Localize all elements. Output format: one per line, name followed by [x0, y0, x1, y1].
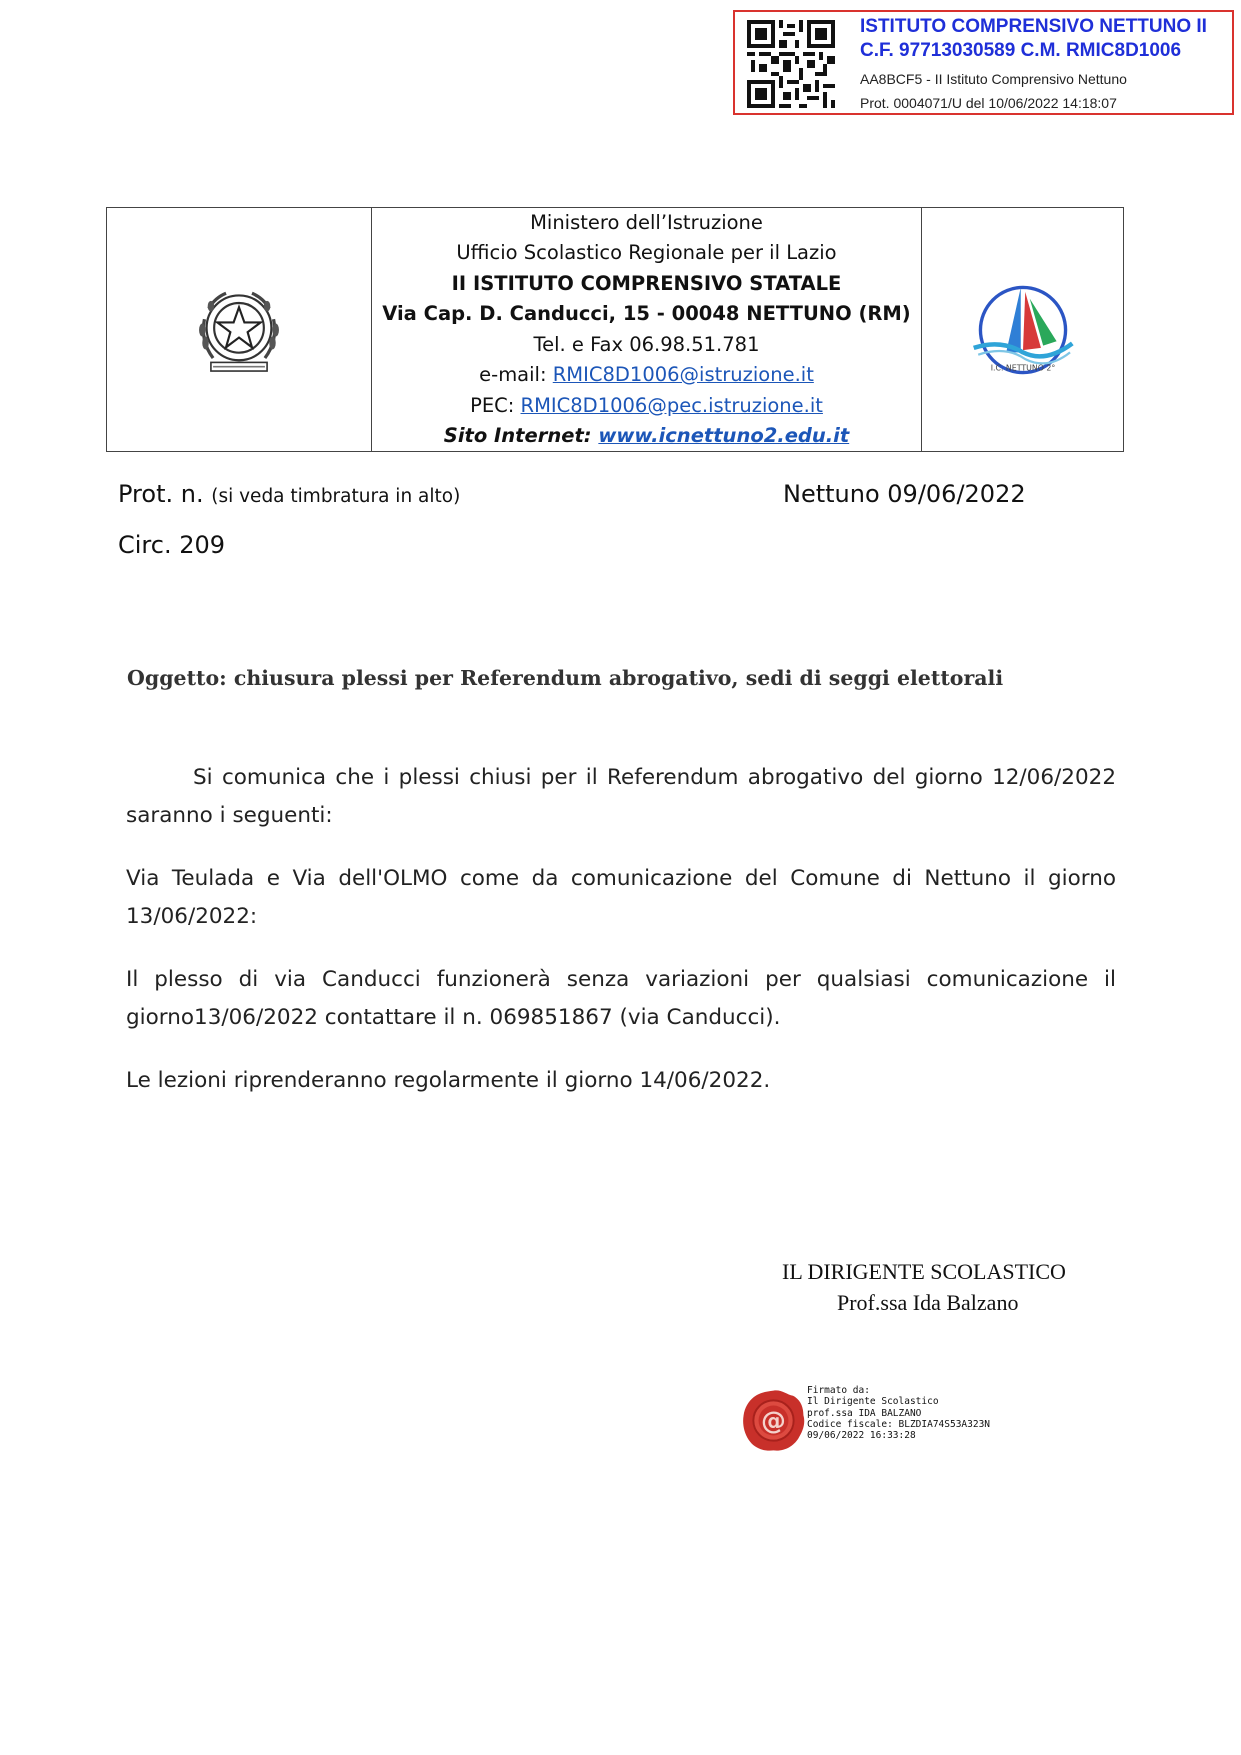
email-link[interactable]: RMIC8D1006@istruzione.it: [552, 363, 814, 386]
subject-line: Oggetto: chiusura plessi per Referendum abrogativo, sedi di seggi elettorali: [127, 666, 1004, 690]
stamp-school-name: ISTITUTO COMPRENSIVO NETTUNO II: [860, 16, 1207, 37]
pec-line: [470, 391, 823, 422]
qr-code-icon: [747, 20, 835, 108]
letterhead-right-cell: [922, 208, 1123, 451]
signatory-title: IL DIRIGENTE SCOLASTICO: [782, 1259, 1066, 1284]
logo-caption: I.C. NETTUNO 2°: [990, 362, 1055, 372]
phone-line: Tel. e Fax 06.98.51.781: [533, 332, 760, 356]
ministry-line: Ministero dell’Istruzione: [530, 210, 763, 234]
signature-line-5: 09/06/2022 16:33:28: [807, 1430, 916, 1442]
pec-label: PEC:: [470, 393, 521, 417]
letterhead-left-cell: [107, 208, 372, 451]
body-paragraph-2: Via Teulada e Via dell'OLMO come da comunicazione del Comune di Nettuno il giorno 13/06/2022:: [126, 866, 1116, 929]
body-paragraph-4: Le lezioni riprenderanno regolarmente il giorno 14/06/2022.: [126, 1068, 771, 1093]
digital-signature-block: [807, 1385, 990, 1441]
signature-line-1: Firmato da:: [807, 1385, 870, 1396]
site-link[interactable]: www.icnettuno2.edu.it: [598, 424, 850, 447]
body-paragraph-1: Si comunica che i plessi chiusi per il Referendum abrogativo del giorno 12/06/2022 saranno i seguenti:: [126, 765, 1116, 828]
school-line: II ISTITUTO COMPRENSIVO STATALE: [451, 271, 842, 295]
letterhead-text-cell: [372, 208, 922, 451]
protocol-stamp: [733, 10, 1234, 115]
svg-text:@: @: [761, 1405, 786, 1435]
signature-line-2: Il Dirigente Scolastico: [807, 1396, 939, 1408]
site-label: Sito Internet:: [443, 424, 599, 447]
ic-nettuno-2-logo: [967, 274, 1079, 386]
site-line: [444, 421, 849, 452]
signatory-name: Prof.ssa Ida Balzano: [837, 1290, 1019, 1315]
signature-line-4: Codice fiscale: BLZDIA74S53A323N: [807, 1418, 991, 1430]
email-line: [479, 360, 814, 391]
signature-line-3: prof.ssa IDA BALZANO: [807, 1407, 922, 1419]
pec-link[interactable]: RMIC8D1006@pec.istruzione.it: [520, 393, 823, 417]
protocol-label: Prot. n.: [118, 480, 204, 508]
office-line: Ufficio Scolastico Regionale per il Lazio: [456, 241, 837, 264]
letterhead-table: [106, 207, 1124, 452]
wax-seal-at-icon: [741, 1388, 806, 1453]
emblem-of-italy-icon: [185, 276, 293, 384]
stamp-fiscal-code: C.F. 97713030589 C.M. RMIC8D1006: [860, 40, 1182, 61]
circular-number: Circ. 209: [118, 531, 226, 559]
protocol-note: (si veda timbratura in alto): [211, 486, 461, 507]
address-line: Via Cap. D. Canducci, 15 - 00048 NETTUNO (RM): [382, 302, 911, 325]
body-paragraph-3: Il plesso di via Canducci funzionerà senza variazioni per qualsiasi comunicazione il giorno13/06/2022 contattare il n. 069851867 (via Canducci).: [126, 967, 1116, 1030]
stamp-code: AA8BCF5 - II Istituto Comprensivo Nettuno: [860, 71, 1127, 87]
stamp-protocol: Prot. 0004071/U del 10/06/2022 14:18:07: [860, 95, 1117, 111]
place-date: Nettuno 09/06/2022: [783, 480, 1026, 508]
protocol-number: [118, 480, 460, 508]
email-label: e-mail:: [479, 363, 553, 386]
